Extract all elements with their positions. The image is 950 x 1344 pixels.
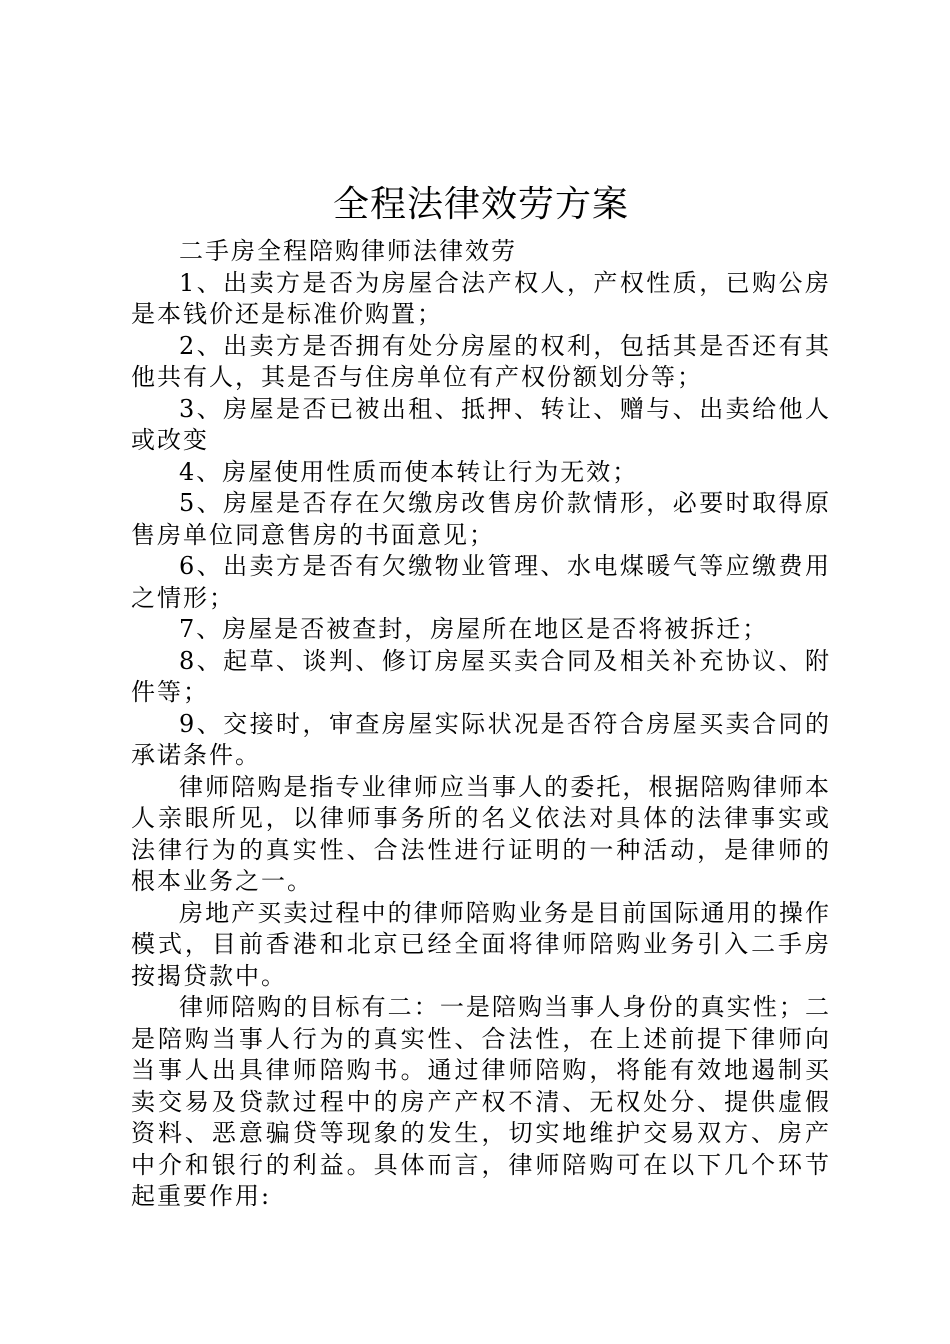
- list-item: 4、房屋使用性质而使本转让行为无效；: [179, 457, 639, 486]
- list-item: 2、出卖方是否拥有处分房屋的权利，包括其是否还有其他共有人，其是否与住房单位有产权份额划分等；: [131, 331, 831, 391]
- list-item: 8、起草、谈判、修订房屋买卖合同及相关补充协议、附件等；: [131, 646, 831, 706]
- document-page: [131, 180, 831, 1213]
- body-paragraph: 律师陪购是指专业律师应当事人的委托，根据陪购律师本人亲眼所见，以律师事务所的名义依法对具体的法律事实或法律行为的真实性、合法性进行证明的一种活动，是律师的根本业务之一。: [131, 772, 831, 895]
- document-subtitle: 二手房全程陪购律师法律效劳: [179, 237, 517, 265]
- list-item: 6、出卖方是否有欠缴物业管理、水电煤暖气等应缴费用之情形；: [131, 552, 831, 612]
- list-item: 9、交接时，审查房屋实际状况是否符合房屋买卖合同的承诺条件。: [131, 709, 831, 769]
- document-title: 全程法律效劳方案: [332, 184, 629, 225]
- list-item: 7、房屋是否被查封，房屋所在地区是否将被拆迁；: [179, 615, 769, 643]
- body-paragraph: 房地产买卖过程中的律师陪购业务是目前国际通用的操作模式，目前香港和北京已经全面将律师陪购业务引入二手房按揭贷款中。: [131, 898, 831, 990]
- list-item: 1、出卖方是否为房屋合法产权人，产权性质，已购公房是本钱价还是标准价购置；: [131, 268, 831, 328]
- list-item: 3、房屋是否已被出租、抵押、转让、赠与、出卖给他人或改变: [131, 394, 831, 454]
- body-paragraph: 律师陪购的目标有二：一是陪购当事人身份的真实性；二是陪购当事人行为的真实性、合法性，在上述前提下律师向当事人出具律师陪购书。通过律师陪购，将能有效地遏制买卖交易及贷款过程中的房产产权不清、无权处分、提供虚假资料、恶意骗贷等现象的发生，切实地维护交易双方、房产中介和银行的利益。具体而言，律师陪购可在以下几个环节起重要作用:: [131, 993, 831, 1210]
- list-item: 5、房屋是否存在欠缴房改售房价款情形，必要时取得原售房单位同意售房的书面意见；: [131, 489, 831, 549]
